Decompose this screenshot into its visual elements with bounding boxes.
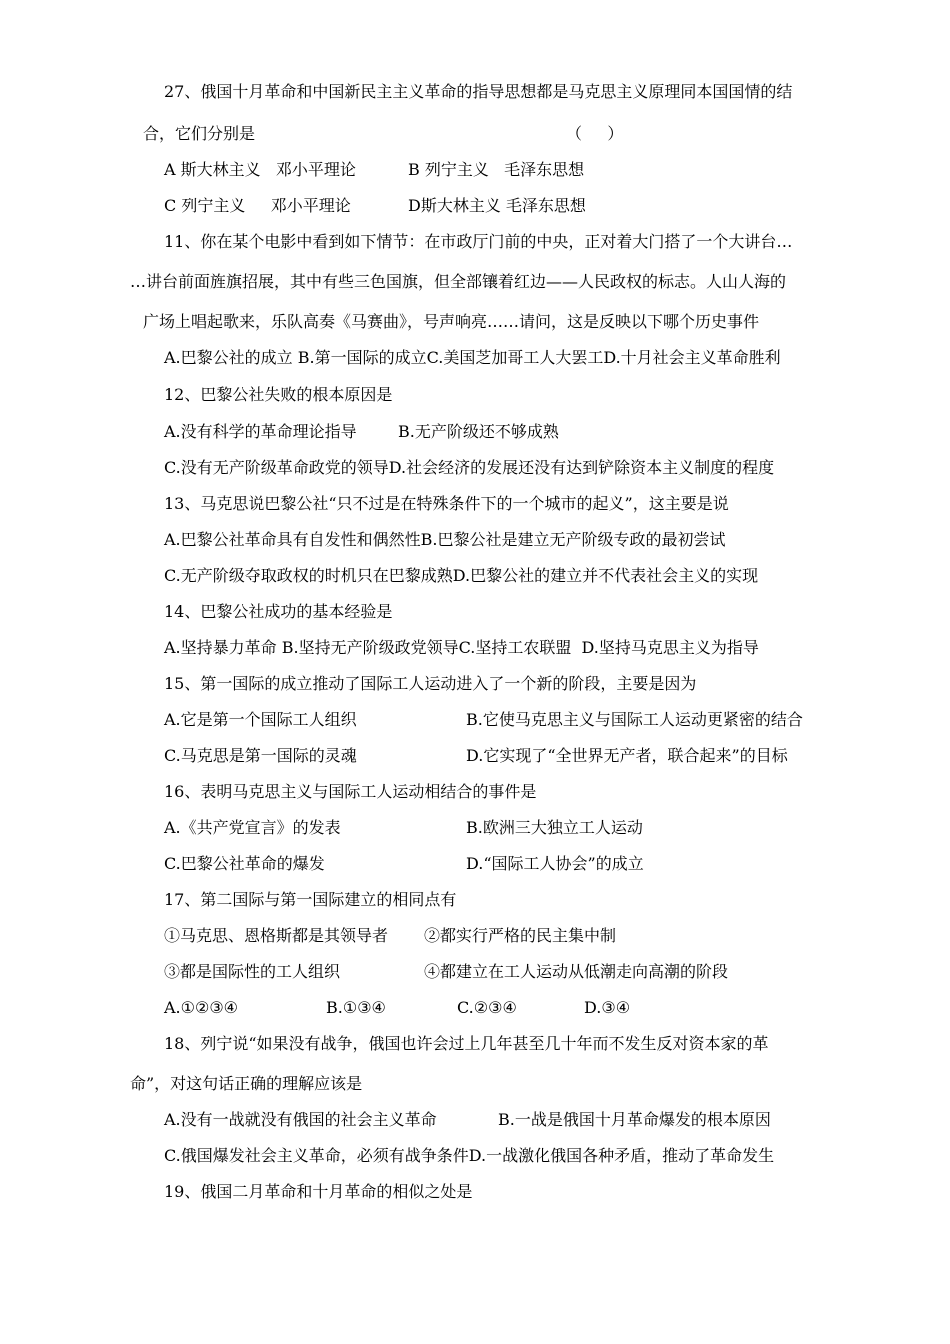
q16-stem: 16、表明马克思主义与国际工人运动相结合的事件是: [164, 782, 537, 801]
q11-stem-line1: 11、你在某个电影中看到如下情节：在市政厅门前的中央，正对着大门搭了一个大讲台…: [164, 232, 793, 251]
q19-stem: 19、俄国二月革命和十月革命的相似之处是: [164, 1182, 473, 1201]
q15-option-D: D.它实现了“全世界无产者，联合起来”的目标: [466, 746, 788, 765]
q27-stem-line2: 合，它们分别是: [143, 124, 256, 143]
q17-option-A: A.①②③④: [164, 998, 239, 1017]
q17-option-B: B.①③④: [326, 998, 386, 1017]
q27-option-D: D斯大林主义 毛泽东思想: [408, 196, 586, 215]
q18-option-B: B.一战是俄国十月革命爆发的根本原因: [498, 1110, 771, 1129]
q18-stem-line2: 命”，对这句话正确的理解应该是: [130, 1074, 363, 1093]
q16-option-D: D.“国际工人协会”的成立: [466, 854, 644, 873]
q12-option-A: A.没有科学的革命理论指导: [164, 422, 357, 441]
q15-option-C: C.马克思是第一国际的灵魂: [164, 746, 357, 765]
q16-option-C: C.巴黎公社革命的爆发: [164, 854, 325, 873]
q14-options: A.坚持暴力革命 B.坚持无产阶级政党领导C.坚持工农联盟 D.坚持马克思主义为指导: [164, 638, 759, 657]
q27-option-C: C 列宁主义 邓小平理论: [164, 196, 351, 215]
q16-option-B: B.欧洲三大独立工人运动: [466, 818, 643, 837]
q17-stem: 17、第二国际与第一国际建立的相同点有: [164, 890, 457, 909]
q17-item-2: ②都实行严格的民主集中制: [424, 926, 617, 945]
q11-stem-line2: …讲台前面旌旗招展，其中有些三色国旗，但全部镶着红边——人民政权的标志。人山人海的: [130, 272, 787, 291]
q13-stem: 13、马克思说巴黎公社“只不过是在特殊条件下的一个城市的起义”，这主要是说: [164, 494, 729, 513]
q27-answer-bracket: （ ）: [566, 124, 624, 143]
q14-stem: 14、巴黎公社成功的基本经验是: [164, 602, 393, 621]
q11-options: A.巴黎公社的成立 B.第一国际的成立C.美国芝加哥工人大罢工D.十月社会主义革命胜利: [164, 348, 781, 367]
q18-option-A: A.没有一战就没有俄国的社会主义革命: [164, 1110, 437, 1129]
q18-stem-line1: 18、列宁说“如果没有战争，俄国也许会过上几年甚至几十年而不发生反对资本家的革: [164, 1034, 769, 1053]
q18-options-CD: C.俄国爆发社会主义革命，必须有战争条件D.一战激化俄国各种矛盾，推动了革命发生: [164, 1146, 775, 1165]
q15-option-A: A.它是第一个国际工人组织: [164, 710, 357, 729]
q27-option-A: A 斯大林主义 邓小平理论: [164, 160, 356, 179]
q13-options-CD: C.无产阶级夺取政权的时机只在巴黎成熟D.巴黎公社的建立并不代表社会主义的实现: [164, 566, 759, 585]
q16-option-A: A.《共产党宣言》的发表: [164, 818, 341, 837]
q11-stem-line3: 广场上唱起歌来，乐队高奏《马赛曲》，号声响亮……请问，这是反映以下哪个历史事件: [143, 312, 760, 331]
q17-item-4: ④都建立在工人运动从低潮走向高潮的阶段: [424, 962, 729, 981]
q27-stem-line1: 27、俄国十月革命和中国新民主主义革命的指导思想都是马克思主义原理同本国国情的结: [164, 82, 793, 101]
q27-option-B: B 列宁主义 毛泽东思想: [408, 160, 585, 179]
q17-option-D: D.③④: [584, 998, 631, 1017]
q17-item-3: ③都是国际性的工人组织: [164, 962, 341, 981]
q12-options-CD: C.没有无产阶级革命政党的领导D.社会经济的发展还没有达到铲除资本主义制度的程度: [164, 458, 775, 477]
q15-stem: 15、第一国际的成立推动了国际工人运动进入了一个新的阶段，主要是因为: [164, 674, 697, 693]
q15-option-B: B.它使马克思主义与国际工人运动更紧密的结合: [466, 710, 803, 729]
q17-item-1: ①马克思、恩格斯都是其领导者: [164, 926, 389, 945]
q13-options-AB: A.巴黎公社革命具有自发性和偶然性B.巴黎公社是建立无产阶级专政的最初尝试: [164, 530, 726, 549]
q12-option-B: B.无产阶级还不够成熟: [398, 422, 559, 441]
q12-stem: 12、巴黎公社失败的根本原因是: [164, 385, 393, 404]
q17-option-C: C.②③④: [457, 998, 517, 1017]
